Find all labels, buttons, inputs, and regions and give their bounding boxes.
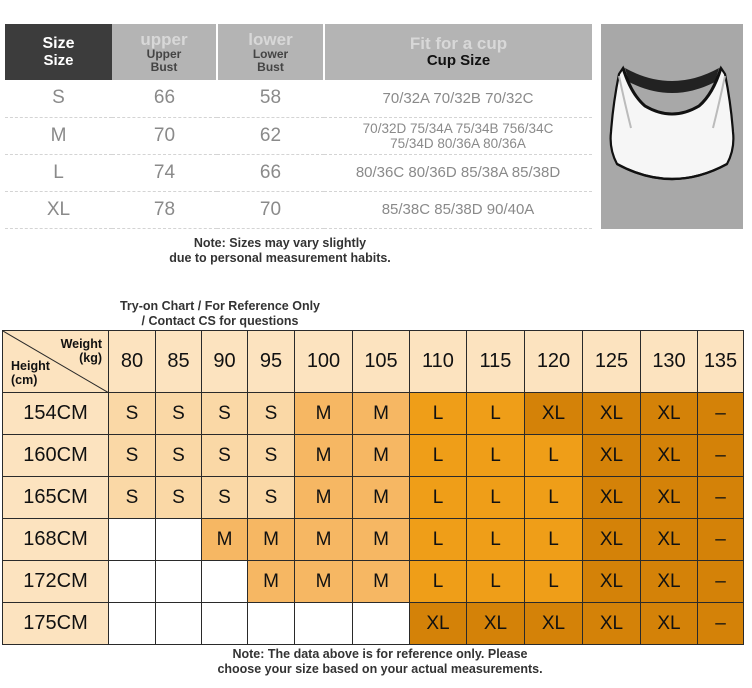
- weight-header-cell: 130: [641, 331, 698, 393]
- measurement-note: [80, 236, 480, 266]
- size-recommendation-cell: S: [156, 477, 202, 519]
- size-row: [5, 117, 592, 154]
- height-label-cell: 165CM: [3, 477, 109, 519]
- size-recommendation-cell: S: [109, 477, 156, 519]
- size-cell: M: [5, 117, 112, 154]
- size-recommendation-cell: S: [248, 393, 295, 435]
- chart-corner: [3, 331, 109, 393]
- size-recommendation-cell: L: [467, 393, 525, 435]
- empty-cell: [156, 561, 202, 603]
- upper-bust-cell: 66: [112, 80, 217, 117]
- height-label-cell: 160CM: [3, 435, 109, 477]
- size-row: [5, 191, 592, 228]
- lower-bust-cell: 70: [217, 191, 324, 228]
- size-recommendation-cell: S: [109, 435, 156, 477]
- size-recommendation-cell: S: [202, 435, 248, 477]
- header-lower-bust: [217, 24, 324, 80]
- size-recommendation-cell: L: [410, 393, 467, 435]
- header-upper-ghost: upper: [140, 29, 188, 49]
- size-recommendation-cell: XL: [641, 561, 698, 603]
- lower-bust-cell: 62: [217, 117, 324, 154]
- size-recommendation-cell: S: [248, 435, 295, 477]
- cup-line: 70/32D 75/34A 75/34B 756/34C: [362, 120, 554, 136]
- size-recommendation-cell: M: [202, 519, 248, 561]
- size-recommendation-cell: S: [156, 435, 202, 477]
- size-recommendation-cell: M: [295, 393, 353, 435]
- try-on-row: [3, 603, 744, 645]
- cup-size-cell: [324, 80, 592, 117]
- size-row: [5, 154, 592, 191]
- note-line: choose your size based on your actual measurements.: [217, 662, 543, 676]
- size-recommendation-cell: –: [698, 519, 744, 561]
- size-recommendation-cell: XL: [583, 561, 641, 603]
- size-recommendation-cell: M: [295, 519, 353, 561]
- size-recommendation-cell: M: [353, 519, 410, 561]
- size-recommendation-cell: –: [698, 603, 744, 645]
- size-recommendation-cell: L: [410, 519, 467, 561]
- size-recommendation-cell: L: [525, 435, 583, 477]
- weight-header-cell: 80: [109, 331, 156, 393]
- size-recommendation-cell: –: [698, 477, 744, 519]
- size-recommendation-cell: XL: [641, 477, 698, 519]
- weight-header-row: [3, 331, 744, 393]
- size-recommendation-cell: XL: [641, 519, 698, 561]
- header-upper-bust: [112, 24, 217, 80]
- cup-size-cell: [324, 117, 592, 154]
- weight-header-cell: 110: [410, 331, 467, 393]
- weight-header-cell: 125: [583, 331, 641, 393]
- height-label-line: Height: [11, 359, 50, 373]
- size-recommendation-cell: M: [248, 519, 295, 561]
- weight-header-cell: 105: [353, 331, 410, 393]
- size-cell: S: [5, 80, 112, 117]
- size-recommendation-cell: L: [467, 477, 525, 519]
- size-table: [5, 24, 592, 229]
- empty-cell: [156, 603, 202, 645]
- header-size-ghost: Size: [42, 35, 75, 52]
- size-recommendation-cell: L: [410, 435, 467, 477]
- upper-bust-cell: 74: [112, 154, 217, 191]
- weight-label-line: (kg): [79, 351, 102, 365]
- size-recommendation-cell: XL: [467, 603, 525, 645]
- caption-line: / Contact CS for questions: [141, 314, 299, 328]
- try-on-row: [3, 435, 744, 477]
- size-recommendation-cell: L: [467, 561, 525, 603]
- size-recommendation-cell: XL: [583, 477, 641, 519]
- size-recommendation-cell: XL: [641, 603, 698, 645]
- header-size: [5, 24, 112, 80]
- size-recommendation-cell: XL: [583, 393, 641, 435]
- weight-header-cell: 100: [295, 331, 353, 393]
- cup-line: 80/36C 80/36D 85/38A 85/38D: [355, 164, 561, 181]
- empty-cell: [109, 603, 156, 645]
- weight-header-cell: 120: [525, 331, 583, 393]
- size-recommendation-cell: –: [698, 393, 744, 435]
- cup-line: 75/34D 80/36A 80/36A: [390, 135, 526, 151]
- size-recommendation-cell: S: [156, 393, 202, 435]
- height-label-cell: 175CM: [3, 603, 109, 645]
- reference-note: [120, 647, 640, 677]
- lower-bust-cell: 58: [217, 80, 324, 117]
- size-recommendation-cell: XL: [583, 603, 641, 645]
- size-recommendation-cell: M: [248, 561, 295, 603]
- size-recommendation-cell: S: [109, 393, 156, 435]
- cup-size-cell: [324, 154, 592, 191]
- empty-cell: [156, 519, 202, 561]
- weight-header-cell: 90: [202, 331, 248, 393]
- try-on-body: [3, 393, 744, 645]
- size-recommendation-cell: S: [248, 477, 295, 519]
- height-axis-label: [11, 359, 50, 387]
- cup-line: 70/32A 70/32B 70/32C: [382, 89, 534, 107]
- try-on-row: [3, 519, 744, 561]
- note-line: Note: Sizes may vary slightly: [193, 236, 367, 250]
- upper-bust-cell: 70: [112, 117, 217, 154]
- size-recommendation-cell: –: [698, 435, 744, 477]
- empty-cell: [109, 561, 156, 603]
- header-cup-label: Cup Size: [426, 52, 491, 69]
- empty-cell: [295, 603, 353, 645]
- header-lower-label: Lower Bust: [252, 46, 289, 74]
- size-recommendation-cell: L: [525, 519, 583, 561]
- size-cell: L: [5, 154, 112, 191]
- caption-line: Try-on Chart / For Reference Only: [119, 299, 321, 313]
- size-recommendation-cell: XL: [641, 435, 698, 477]
- height-label-cell: 172CM: [3, 561, 109, 603]
- try-on-row: [3, 561, 744, 603]
- height-label-cell: 168CM: [3, 519, 109, 561]
- size-recommendation-cell: M: [295, 561, 353, 603]
- size-recommendation-cell: M: [295, 477, 353, 519]
- size-recommendation-cell: XL: [525, 393, 583, 435]
- size-recommendation-cell: L: [410, 561, 467, 603]
- size-recommendation-cell: L: [467, 519, 525, 561]
- empty-cell: [109, 519, 156, 561]
- header-lower-ghost: lower: [248, 29, 293, 49]
- size-table-header-row: [5, 24, 592, 80]
- size-recommendation-cell: M: [353, 477, 410, 519]
- header-size-label: Size: [43, 52, 74, 69]
- size-recommendation-cell: –: [698, 561, 744, 603]
- size-recommendation-cell: XL: [583, 435, 641, 477]
- size-recommendation-cell: L: [525, 477, 583, 519]
- size-recommendation-cell: XL: [583, 519, 641, 561]
- note-line: due to personal measurement habits.: [169, 251, 391, 265]
- size-recommendation-cell: M: [353, 435, 410, 477]
- header-cup-size: [324, 24, 592, 80]
- upper-bust-cell: 78: [112, 191, 217, 228]
- cup-line: 85/38C 85/38D 90/40A: [381, 201, 535, 218]
- height-label-cell: 154CM: [3, 393, 109, 435]
- product-image: [601, 24, 743, 229]
- empty-cell: [202, 561, 248, 603]
- size-recommendation-cell: M: [353, 561, 410, 603]
- size-recommendation-cell: L: [467, 435, 525, 477]
- weight-axis-label: [61, 337, 102, 365]
- weight-header-cell: 95: [248, 331, 295, 393]
- size-recommendation-cell: M: [295, 435, 353, 477]
- size-recommendation-cell: S: [202, 393, 248, 435]
- header-upper-label: Upper Bust: [146, 46, 182, 74]
- empty-cell: [353, 603, 410, 645]
- cup-size-cell: [324, 191, 592, 228]
- size-recommendation-cell: L: [525, 561, 583, 603]
- size-recommendation-cell: S: [202, 477, 248, 519]
- size-recommendation-cell: M: [353, 393, 410, 435]
- empty-cell: [202, 603, 248, 645]
- try-on-row: [3, 393, 744, 435]
- header-cup-ghost: Fit for a cup: [409, 34, 508, 53]
- empty-cell: [248, 603, 295, 645]
- size-cell: XL: [5, 191, 112, 228]
- size-recommendation-cell: L: [410, 477, 467, 519]
- weight-header-cell: 115: [467, 331, 525, 393]
- weight-header-cell: 85: [156, 331, 202, 393]
- try-on-caption: [60, 299, 380, 329]
- size-recommendation-cell: XL: [641, 393, 698, 435]
- height-label-line: (cm): [11, 373, 38, 387]
- size-recommendation-cell: XL: [525, 603, 583, 645]
- weight-label-line: Weight: [60, 337, 102, 351]
- lower-bust-cell: 66: [217, 154, 324, 191]
- size-row: [5, 80, 592, 117]
- size-recommendation-cell: XL: [410, 603, 467, 645]
- note-line: Note: The data above is for reference only. Please: [232, 647, 528, 661]
- weight-header-cell: 135: [698, 331, 744, 393]
- try-on-row: [3, 477, 744, 519]
- try-on-chart: [2, 330, 744, 645]
- sports-bra-icon: [601, 24, 743, 229]
